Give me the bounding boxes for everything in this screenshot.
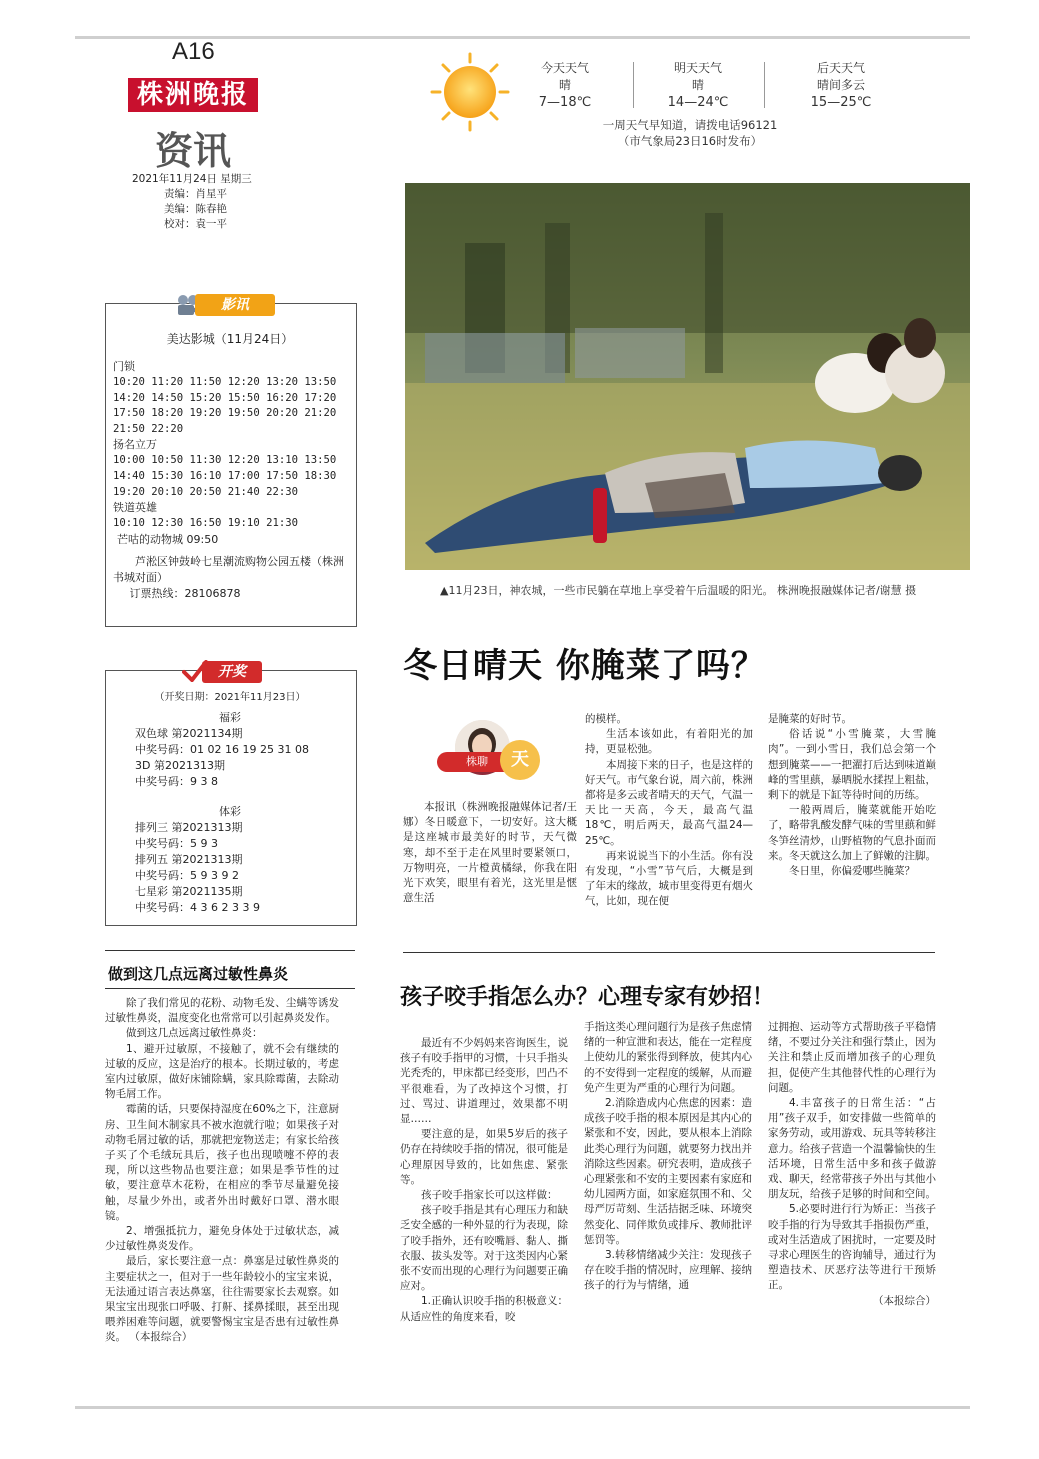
article1-col3 [768,712,936,879]
cinema-tag: 影讯 [195,294,275,316]
weather-tomorrow [633,60,763,111]
cinema-listings [113,359,353,602]
weather-today [500,60,630,111]
article1-col2 [585,712,753,910]
lottery-line: 双色球 第2021134期 [135,727,243,740]
paragraph: 本报讯（株洲晚报融媒体记者/王娜）冬日暖意下，一切安好。这大概是这座城市最美好的时节，天气微寒，却不至于走在风里时要紧领口，万物明亮，一片橙黄橘绿，你我在阳光下欢笑，眼里有着光，这光里是惬意生活 [403,801,577,905]
page-meta [132,172,252,232]
sun-icon [430,52,510,132]
lottery-line: 中奖号码：01 02 16 19 25 31 08 [135,743,309,756]
paragraph: 霉菌的话，只要保持湿度在60%之下，注意厨房、卫生间木制家具不被水泡就行啦；如果孩子对动物毛屑过敏的话，那就把宠物送走；有家长给孩子买了个毛绒玩具后，孩子也出现喷嚏不停的表现，所以这些物品也要注意；如果是季节性的过敏，要注意草木花粉，在相应的季节尽量避免接触，尽量少外出，或者外出时戴好口罩、潜水眼镜。 [105,1103,339,1222]
paragraph: 一般两周后，腌菜就能开始吃了，略带乳酸发酵气味的雪里蕻和鲜冬笋丝清炒，山野植物的气息扑面而来。冬天就这么加上了鲜嫩的注脚。 [768,804,936,862]
article2-body [105,996,339,1346]
article-headline: 做到这几点远离过敏性鼻炎 [108,965,289,983]
article3-col1 [400,1036,568,1325]
weather-hotline: 一周天气早知道，请拨电话96121 [602,118,778,132]
cinema-address: 芦淞区钟鼓岭七星潮流购物公园五楼（株洲书城对面） [113,554,344,584]
weather-today-condition: 晴 [558,78,571,92]
paragraph: 最后，家长要注意一点：鼻塞是过敏性鼻炎的主要症状之一，但对于一些年龄较小的宝宝来说，无法通过语言表达鼻塞，往往需要家长去观察。如果宝宝出现张口呼吸、打鼾、揉鼻揉眼，甚至出现喂养困难等问题，就要警惕宝宝是否患有过敏性鼻炎。 （本报综合） [105,1255,339,1344]
weather-tomorrow-label: 明天天气 [673,61,722,75]
lottery-line: 3D 第2021313期 [135,759,225,772]
section-divider [403,952,935,953]
paragraph: 1、避开过敏原，不接触了，就不会有继续的过敏的反应，这是治疗的根本。长期过敏的，考虑室内过敏原，做好床铺除螨，家具除霉菌，去除动物毛屑工作。 [105,1042,339,1101]
news-photo [405,183,970,570]
paragraph: 2.消除造成内心焦虑的因素：造成孩子咬手指的根本原因是其内心的紧张和不安，因此，要从根本上消除此类心理行为问题，就要努力找出并消除这些因素。研究表明，造成孩子心理紧张和不安的主要因素有家庭和幼儿园两方面，如家庭氛围不和、父母严厉苛刻、生活拮据乏味、环境突然变化、同伴欺负或排斥、教师批评惩罚等。 [584,1097,752,1246]
weather-source: （市气象局23日16时发布） [617,134,763,148]
cinema-title: 美达影城（11月24日） [166,332,294,346]
weather-day-after-label: 后天天气 [816,61,865,75]
masthead-logo: 株洲晚报 [128,78,258,112]
lottery-tag: 开奖 [202,661,262,683]
paragraph: 手指这类心理问题行为是孩子焦虑情绪的一种宣泄和表达，能在一定程度上使幼儿的紧张得到释放，使其内心的不安得到一定程度的缓解，从而避免产生更为严重的心理行为问题。 [584,1021,752,1094]
page-number: A16 [172,38,215,65]
film-title: 门锁 [113,360,135,373]
weather-tomorrow-condition: 晴 [691,78,704,92]
sports-title: 体彩 [219,805,241,818]
paragraph: 5.必要时进行行为矫正：当孩子咬手指的行为导致其手指损伤严重，或对生活造成了困扰时，一定要及时寻求心理医生的咨询辅导，通过行为塑造技术、厌恶疗法等进行干预矫正。 [768,1203,936,1292]
film-title: 扬名立万 [113,438,157,452]
lottery-line: 中奖号码：5 9 3 [135,837,218,850]
weather-day-after-temp: 15—25℃ [810,95,872,110]
section-divider [105,950,355,951]
paragraph: 冬日里，你偏爱哪些腌菜？ [789,865,915,878]
paragraph: 2、增强抵抗力，避免身体处于过敏状态，减少过敏性鼻炎发作。 [105,1225,339,1253]
paragraph: 孩子咬手指家长可以这样做： [421,1189,558,1202]
lottery-date: （开奖日期：2021年11月23日） [154,692,306,703]
film-showtimes: 10:00 10:50 11:30 12:20 13:10 13:50 14:40 15:30 16:10 17:00 17:50 18:30 19:20 20:10 20:50 21:40 22:30 [113,454,337,498]
paragraph: 孩子咬手指是其有心理压力和缺乏安全感的一种外显的行为表现，除了咬手指外，还有咬嘴唇、黏人、撕衣服、拔头发等。对于这类因内心紧张不安而出现的心理行为问题要正确应对。 [400,1204,568,1293]
paragraph: 本周接下来的日子，也是这样的好天气。市气象台说，周六前，株洲都将是多云或者晴天的天气，气温一天比一天高，今天，最高气温18℃，明后两天，最高气温24—25℃。 [585,758,753,847]
paragraph: 最近有不少妈妈来咨询医生，说孩子有咬手指甲的习惯，十只手指头光秃秃的，甲床都已经变形，凹凸不平很难看，为了改掉这个习惯，打过、骂过、讲道理过，效果都不明显…… [400,1037,568,1126]
article3-col3 [768,1020,936,1309]
paragraph: 4.丰富孩子的日常生活：“占用”孩子双手，如安排做一些简单的家务劳动，或用游戏、玩具等转移注意力。给孩子营造一个温馨愉快的生活环境，日常生活中多和孩子做游戏、聊天，经常带孩子外出与其他小朋友玩，给孩子足够的时间和空间。 [768,1097,936,1201]
bottom-rule [75,1406,970,1409]
weather-tomorrow-temp: 14—24℃ [667,95,729,110]
paragraph: （本报综合） [873,1294,936,1307]
paragraph: 的模样。 [585,713,627,725]
weather-today-temp: 7—18℃ [538,95,592,110]
weather-day-after [776,60,906,111]
film-title: 铁道英雄 [113,501,157,515]
weather-today-label: 今天天气 [540,61,589,75]
paragraph: 再来说说当下的小生活。你有没有发现，“小雪”节气后，大概是到了年末的缘故，城市里变得更有烟火气，比如，现在便 [585,849,753,908]
section-title: 资讯 [155,128,232,173]
headline-underline [105,988,355,989]
weather-divider [764,62,765,108]
lottery-line: 排列五 第2021313期 [135,853,243,866]
paragraph: 3.转移情绪减少关注：发现孩子存在咬手指的情况时，应理解、接纳孩子的行为与情绪，通 [584,1249,752,1292]
lottery-line: 排列三 第2021313期 [135,821,243,834]
credit-designer: 美编：陈春艳 [164,203,227,215]
film-showtimes: 10:10 12:30 16:50 19:10 21:30 [113,517,298,530]
paragraph: 要注意的是，如果5岁后的孩子仍存在持续咬手指的情况，很可能是心理原因导致的，比如焦虑、紧张等。 [400,1128,568,1186]
paragraph: 除了我们常见的花粉、动物毛发、尘螨等诱发过敏性鼻炎，温度变化也常常可以引起鼻炎发作。 [105,997,339,1025]
paragraph: 是腌菜的好时节。 [768,713,852,725]
paragraph: 俗话说“小雪腌菜，大雪腌肉”。一到小雪日，我们总会第一个想到腌菜——一把濯打后达到味道巅峰的雪里蕻，暴晒脱水揉捏上粗盐，剩下的就是下缸等待时间的历练。 [768,728,936,802]
film-title: 芒咕的动物城 09:50 [117,532,219,546]
photo-caption: ▲11月23日，神农城，一些市民躺在草地上享受着午后温暖的阳光。 株洲晚报融媒体记者/谢慧 摄 [440,584,917,597]
credit-proofreader: 校对：袁一平 [164,218,227,230]
paragraph: 过拥抱、运动等方式帮助孩子平稳情绪，不要过分关注和强行禁止，因为关注和禁止反而增加孩子的心理负担，促使产生其他替代性的心理行为问题。 [768,1021,936,1094]
cinema-hotline: 订票热线：28106878 [129,586,241,600]
paragraph: 做到这几点远离过敏性鼻炎： [126,1027,263,1040]
article1-col1 [403,800,577,906]
lottery-line: 中奖号码：4 3 6 2 3 3 9 [135,901,260,914]
lottery-line: 中奖号码：5 9 3 9 2 [135,869,239,882]
lottery-line: 中奖号码：9 3 8 [135,775,218,788]
article-headline: 冬日晴天 你腌菜了吗？ [403,646,766,686]
welfare-title: 福彩 [219,711,241,724]
weather-day-after-condition: 晴间多云 [816,78,865,92]
weather-note [560,117,820,149]
film-showtimes: 10:20 11:20 11:50 12:20 13:20 13:50 14:20 14:50 15:20 15:50 16:20 17:20 17:50 18:20 19:20 19:50 20:20 21:20 21:50 22:20 [113,376,337,435]
article-headline: 孩子咬手指怎么办？心理专家有妙招！ [400,985,775,1010]
column-badge-sun: 天 [500,740,540,780]
page-date: 2021年11月24日 星期三 [132,173,252,185]
column-badge: 株聊 [437,752,517,772]
lottery-content [105,690,355,916]
paragraph: 生活本该如此，有着阳光的加持，更显松弛。 [585,728,753,756]
lottery-line: 七星彩 第2021135期 [135,885,243,898]
credit-editor: 责编：肖星平 [164,188,227,200]
article3-col2 [584,1020,752,1294]
paragraph: 1.正确认识咬手指的积极意义：从适应性的角度来看，咬 [400,1295,568,1323]
